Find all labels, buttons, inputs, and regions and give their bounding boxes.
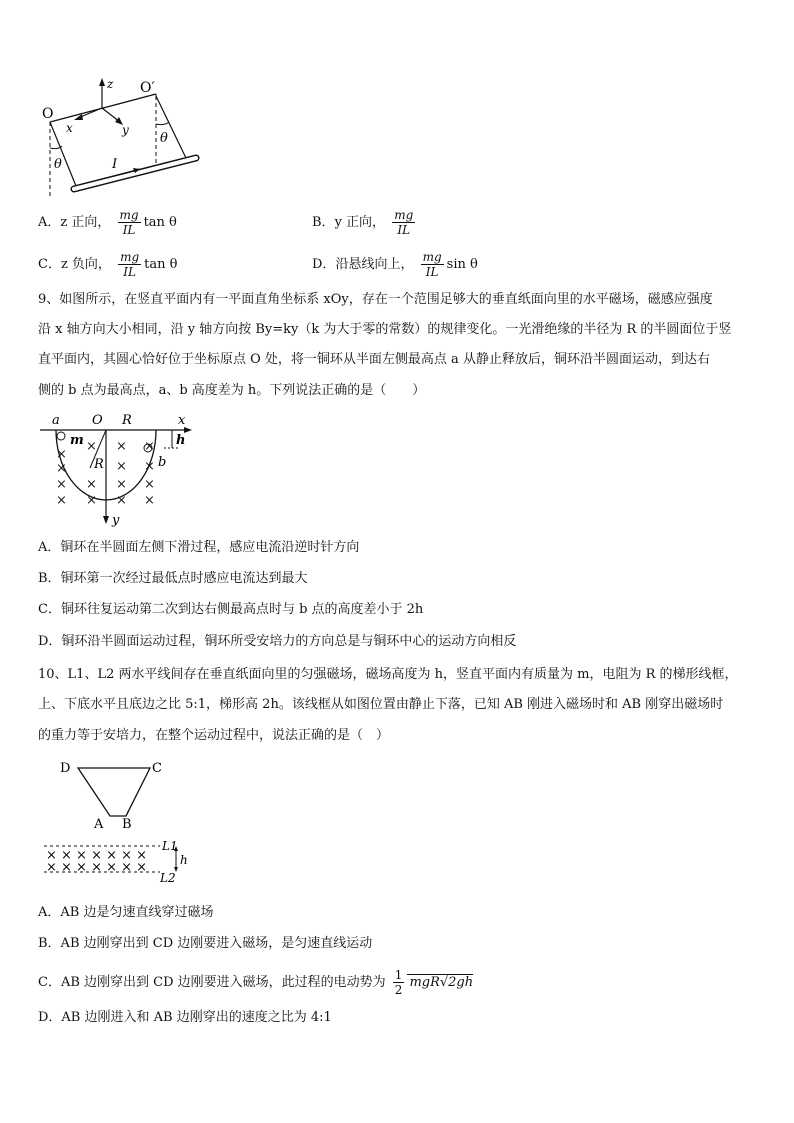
label-h: h bbox=[180, 853, 188, 867]
svg-text:×: × bbox=[144, 477, 155, 492]
svg-text:×: × bbox=[56, 493, 67, 508]
label-O: O bbox=[92, 413, 103, 428]
label-B: B bbox=[122, 817, 132, 832]
label-b: b bbox=[158, 455, 167, 470]
svg-text:×: × bbox=[144, 459, 155, 474]
svg-text:×: × bbox=[144, 439, 155, 454]
fraction: $\frac{mg}{IL}$ bbox=[120, 250, 140, 279]
svg-text:×: × bbox=[116, 439, 127, 454]
label-theta-right: θ bbox=[160, 131, 168, 146]
label-y: y bbox=[122, 123, 129, 137]
svg-text:×: × bbox=[56, 461, 67, 476]
svg-text:×: × bbox=[144, 493, 155, 508]
label-m: m bbox=[70, 433, 84, 448]
q9-stem-line-2: 沿 x 轴方向大小相同，沿 y 轴方向按 By=ky（k 为大于零的常数）的规律变化。一光滑绝缘的半径为 R 的半圆面位于竖 bbox=[38, 322, 732, 337]
label-D: D bbox=[60, 761, 71, 776]
q10-option-a[interactable]: A．AB 边是匀速直线穿过磁场 bbox=[38, 905, 214, 920]
q10-stem-line-3: 的重力等于安培力，在整个运动过程中，说法正确的是（ ） bbox=[38, 728, 390, 743]
label-a: a bbox=[52, 413, 60, 428]
q8-option-a[interactable]: A．z 正向， $\frac{mg}{IL}$ tan θ bbox=[38, 208, 177, 237]
label-L2: L2 bbox=[160, 871, 176, 885]
label-x: x bbox=[66, 121, 73, 135]
label-R-top: R bbox=[122, 413, 132, 428]
q9-option-d[interactable]: D．铜环沿半圆面运动过程，铜环所受安培力的方向总是与铜环中心的运动方向相反 bbox=[38, 634, 517, 649]
q9-stem-line-3: 直平面内，其圆心恰好位于坐标原点 O 处，将一铜环从半面左侧最高点 a 从静止释放后，铜环沿半圆面运动，到达右 bbox=[38, 352, 710, 367]
q9-figure bbox=[40, 408, 200, 532]
label-z: z bbox=[107, 77, 114, 91]
svg-text:×: × bbox=[86, 477, 97, 492]
q10-stem-line-2: 上、下底水平且底边之比 5:1，梯形高 2h。该线框从如图位置由静止下落，已知 AB 刚进入磁场时和 AB 刚穿出磁场时 bbox=[38, 697, 724, 712]
label-A: A bbox=[94, 817, 104, 832]
label-L1: L1 bbox=[162, 839, 178, 853]
magnetic-field-row-2: × × × × × × × bbox=[46, 860, 148, 875]
svg-text:×: × bbox=[116, 493, 127, 508]
q9-stem-line-1: 9、如图所示，在竖直平面内有一平面直角坐标系 xOy，存在一个范围足够大的垂直纸面向里的水平磁场，磁感应强度 bbox=[38, 292, 713, 307]
radical-expression: mgR√2gh bbox=[409, 975, 474, 990]
label-x: x bbox=[178, 413, 186, 428]
q9-option-b[interactable]: B．铜环第一次经过最低点时感应电流达到最大 bbox=[38, 571, 308, 586]
q10-option-c[interactable]: C．AB 边刚穿出到 CD 边刚要进入磁场，此过程的电动势为 $\frac{1}{2}$ mgR√2gh bbox=[38, 968, 474, 997]
label-theta-left: θ bbox=[54, 157, 62, 172]
q10-stem-line-1: 10、L1、L2 两水平线间存在垂直纸面向里的匀强磁场，磁场高度为 h，竖直平面内有质量为 m，电阻为 R 的梯形线框， bbox=[38, 667, 738, 682]
q8-option-b[interactable]: B．y 正向， $\frac{mg}{IL}$ bbox=[312, 208, 414, 237]
magnetic-field-row-1: × × × × × × × bbox=[46, 848, 148, 863]
q9-stem-line-4: 侧的 b 点为最高点，a、b 高度差为 h。下列说法正确的是（ ） bbox=[38, 383, 426, 398]
q8-figure bbox=[36, 76, 206, 200]
svg-text:×: × bbox=[86, 439, 97, 454]
label-O: O bbox=[42, 106, 54, 122]
svg-text:×: × bbox=[56, 477, 67, 492]
fraction: $\frac{mg}{IL}$ bbox=[394, 208, 414, 237]
label-O-prime: O′ bbox=[140, 80, 155, 96]
q8-option-c[interactable]: C．z 负向， $\frac{mg}{IL}$ tan θ bbox=[38, 250, 178, 279]
label-R-mid: R bbox=[94, 457, 104, 472]
label-current: I bbox=[112, 157, 118, 172]
label-C: C bbox=[152, 761, 162, 776]
fraction: $\frac{1}{2}$ bbox=[394, 968, 403, 997]
q9-option-a[interactable]: A．铜环在半圆面左侧下滑过程，感应电流沿逆时针方向 bbox=[38, 540, 360, 555]
fraction: $\frac{mg}{IL}$ bbox=[422, 250, 442, 279]
label-h: h bbox=[176, 433, 186, 448]
q9-option-c[interactable]: C．铜环往复运动第二次到达右侧最高点时与 b 点的高度差小于 2h bbox=[38, 602, 424, 617]
q8-option-d[interactable]: D．沿悬线向上， $\frac{mg}{IL}$ sin θ bbox=[312, 250, 478, 279]
svg-text:×: × bbox=[86, 493, 97, 508]
fraction: $\frac{mg}{IL}$ bbox=[119, 208, 139, 237]
svg-text:×: × bbox=[116, 459, 127, 474]
svg-text:×: × bbox=[56, 447, 67, 462]
q10-figure bbox=[40, 756, 190, 886]
q10-option-b[interactable]: B．AB 边刚穿出到 CD 边刚要进入磁场，是匀速直线运动 bbox=[38, 936, 373, 951]
q10-option-d[interactable]: D．AB 边刚进入和 AB 边刚穿出的速度之比为 4:1 bbox=[38, 1010, 332, 1025]
label-y: y bbox=[112, 513, 120, 528]
svg-text:×: × bbox=[116, 477, 127, 492]
